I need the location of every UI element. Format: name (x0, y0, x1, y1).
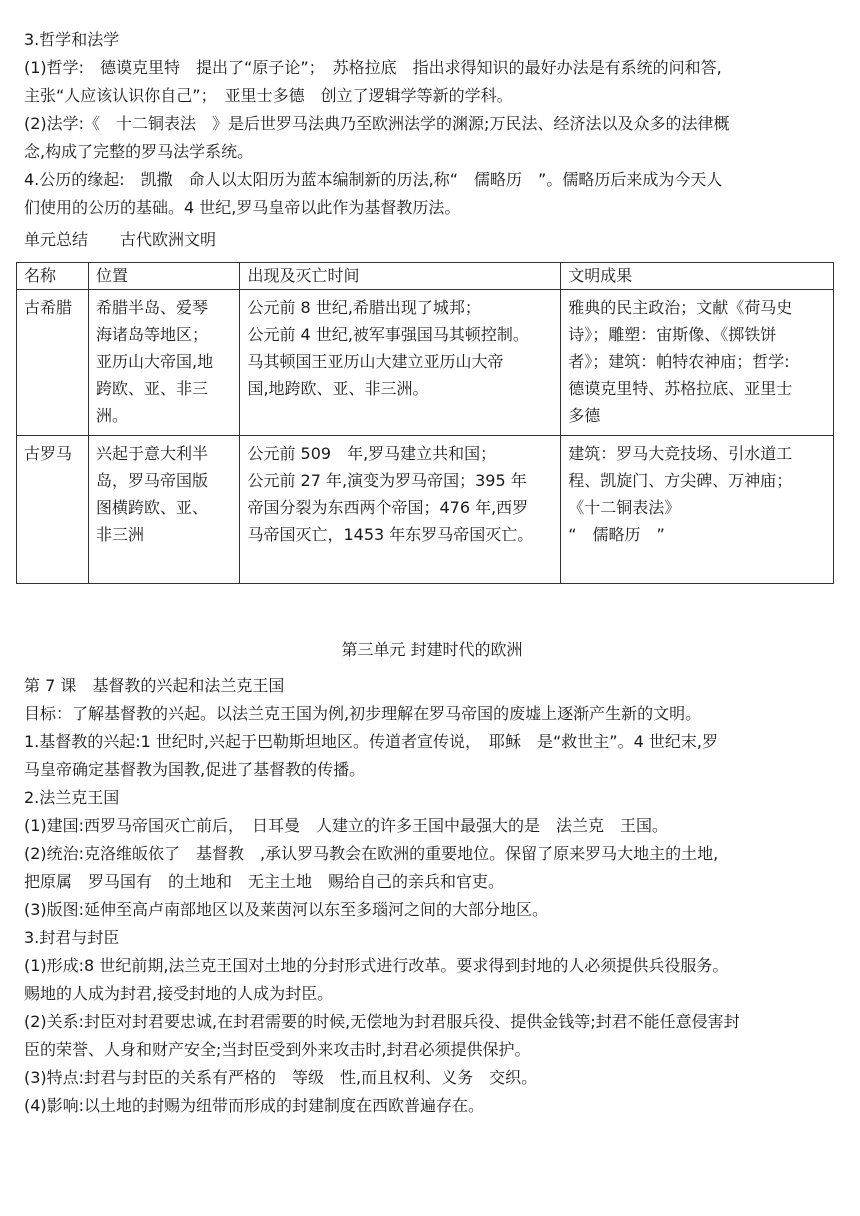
text-line: (4)影响:以土地的封赐为纽带而形成的封建制度在西欧普遍存在。 (24, 1096, 485, 1115)
cell-line: 诗》；雕塑：宙斯像、《掷铁饼 (568, 325, 777, 344)
cell-line: 公元前 27 年,演变为罗马帝国；395 年 (247, 471, 527, 490)
cell-location (89, 436, 240, 584)
cell-line: 建筑：罗马大竞技场、引水道工 (568, 444, 793, 463)
text-line: 赐地的人成为封君,接受封地的人成为封臣。 (24, 984, 334, 1003)
text-line: 念,构成了完整的罗马法学系统。 (24, 142, 254, 161)
cell-time (240, 290, 561, 436)
cell-line: 岛，罗马帝国版 (96, 471, 209, 490)
text-line: (2)法学:《 十二铜表法 》是后世罗马法典乃至欧洲法学的渊源;万民法、经济法以及众多的法律概 (24, 114, 730, 133)
table-row (17, 436, 834, 584)
column-header: 位置 (89, 263, 240, 290)
cell-name: 古罗马 (17, 436, 89, 584)
subsection-title: 2.法兰克王国 (24, 788, 120, 807)
text-line: (1)形成:8 世纪前期,法兰克王国对土地的分封形式进行改革。要求得到封地的人必须提供兵役服务。 (24, 956, 729, 975)
cell-line: 雅典的民主政治；文献《荷马史 (568, 298, 793, 317)
text-line: (3)版图:延伸至高卢南部地区以及莱茵河以东至多瑙河之间的大部分地区。 (24, 900, 549, 919)
text-line: (1)哲学: 德谟克里特 提出了“原子论”； 苏格拉底 指出求得知识的最好办法是有系统的问和答, (24, 58, 722, 77)
text-line: (2)关系:封臣对封君要忠诚,在封君需要的时候,无偿地为封君服兵役、提供金钱等;封君不能任意侵害封 (24, 1012, 740, 1031)
cell-line: 国,地跨欧、亚、非三洲。 (247, 379, 429, 398)
table-row (17, 290, 834, 436)
cell-time (240, 436, 561, 584)
cell-location (89, 290, 240, 436)
text-line: (2)统治:克洛维皈依了 基督教 ,承认罗马教会在欧洲的重要地位。保留了原来罗马大地主的土地, (24, 844, 719, 863)
cell-line: 马其顿国王亚历山大建立亚历山大帝 (247, 352, 504, 371)
cell-line: 公元前 509 年,罗马建立共和国； (247, 444, 497, 463)
cell-line: 程、凯旋门、方尖碑、万神庙； (568, 471, 793, 490)
column-header: 文明成果 (561, 263, 834, 290)
cell-line: 海诸岛等地区； (96, 325, 209, 344)
cell-line: 希腊半岛、爱琴 (96, 298, 209, 317)
text-line: 把原属 罗马国有 的土地和 无主土地 赐给自己的亲兵和官吏。 (24, 872, 505, 891)
text-line: 目标：了解基督教的兴起。以法兰克王国为例,初步理解在罗马帝国的废墟上逐渐产生新的文明。 (24, 704, 702, 723)
cell-line: “ 儒略历 ” (568, 525, 665, 544)
cell-line: 公元前 4 世纪,被军事强国马其顿控制。 (247, 325, 529, 344)
cell-line: 跨欧、亚、非三 (96, 379, 209, 398)
cell-line: 亚历山大帝国,地 (96, 352, 214, 371)
cell-line: 非三洲 (96, 525, 145, 544)
text-line: 4.公历的缘起: 凯撒 命人以太阳历为蓝本编制新的历法,称“ 儒略历 ”。儒略历后来成为今天人 (24, 170, 723, 189)
cell-line: 洲。 (96, 406, 129, 425)
text-line: 1.基督教的兴起:1 世纪时,兴起于巴勒斯坦地区。传道者宣传说， 耶稣 是“救世主”。4 世纪末,罗 (24, 732, 718, 751)
cell-achievements (561, 436, 834, 584)
cell-line: 兴起于意大利半 (96, 444, 209, 463)
cell-achievements (561, 290, 834, 436)
paragraph-block (24, 672, 840, 1120)
text-line: 臣的荣誉、人身和财产安全;当封臣受到外来攻击时,封君必须提供保护。 (24, 1040, 531, 1059)
text-line: (1)建国:西罗马帝国灭亡前后， 日耳曼 人建立的许多王国中最强大的是 法兰克 王国。 (24, 816, 669, 835)
summary-table (16, 262, 834, 584)
unit-heading: 第三单元 封建时代的欧洲 (341, 640, 523, 659)
cell-line: 马帝国灭亡，1453 年东罗马帝国灭亡。 (247, 525, 534, 544)
text-line: 马皇帝确定基督教为国教,促进了基督教的传播。 (24, 760, 366, 779)
column-header: 名称 (17, 263, 89, 290)
cell-line: 公元前 8 世纪,希腊出现了城邦； (247, 298, 481, 317)
text-line: 们使用的公历的基础。4 世纪,罗马皇帝以此作为基督教历法。 (24, 198, 461, 217)
cell-name: 古希腊 (17, 290, 89, 436)
document-page (24, 26, 840, 1120)
section-title: 3.哲学和法学 (24, 30, 120, 49)
cell-line: 多德 (568, 406, 601, 425)
cell-line: 帝国分裂为东西两个帝国；476 年,西罗 (247, 498, 529, 517)
column-header: 出现及灭亡时间 (240, 263, 561, 290)
cell-line: 《十二铜表法》 (568, 498, 681, 517)
paragraph-block (24, 54, 840, 222)
text-line: (3)特点:封君与封臣的关系有严格的 等级 性,而且权利、义务 交织。 (24, 1068, 538, 1087)
lesson-title: 第 7 课 基督教的兴起和法兰克王国 (24, 676, 285, 695)
cell-line: 者》；建筑：帕特农神庙；哲学: (568, 352, 790, 371)
summary-title: 单元总结 古代欧洲文明 (24, 230, 217, 249)
subsection-title: 3.封君与封臣 (24, 928, 120, 947)
cell-line: 图横跨欧、亚、 (96, 498, 209, 517)
table-header-row (17, 263, 834, 290)
cell-line: 德谟克里特、苏格拉底、亚里士 (568, 379, 793, 398)
text-line: 主张“人应该认识你自己”； 亚里士多德 创立了逻辑学等新的学科。 (24, 86, 513, 105)
